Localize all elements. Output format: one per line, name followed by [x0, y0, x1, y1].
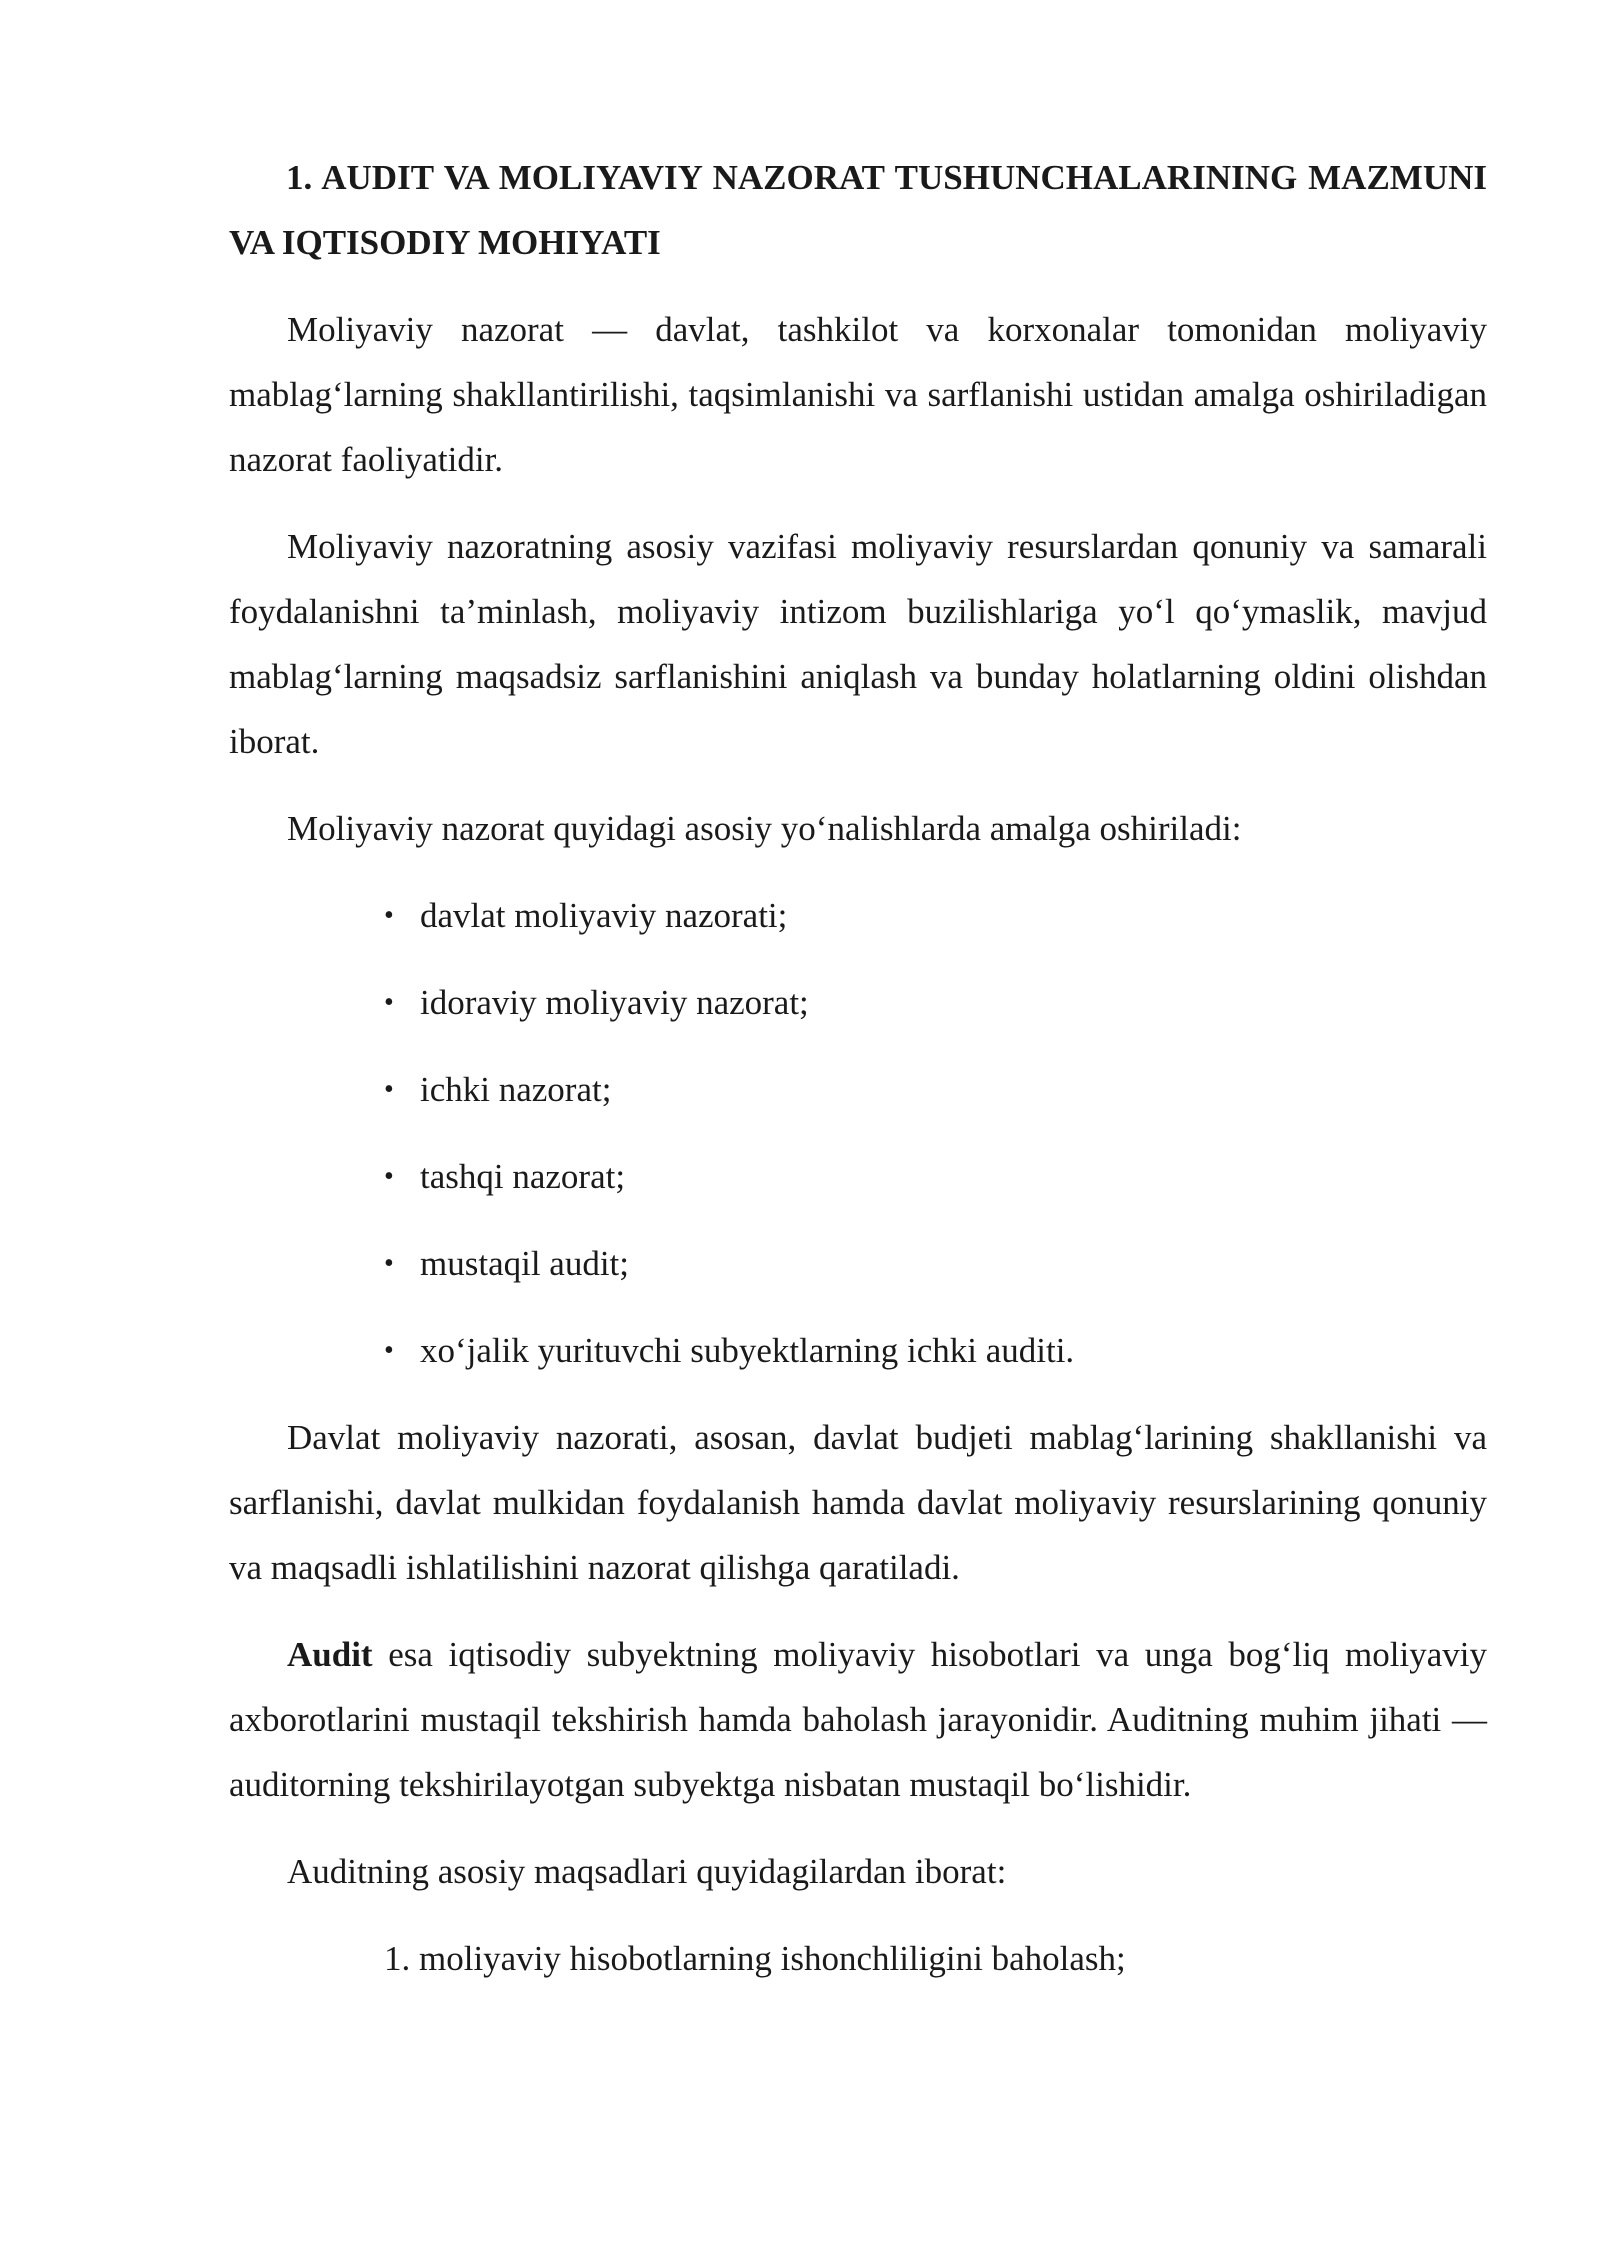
list-item-text: xo‘jalik yurituvchi subyektlarning ichki auditi. [420, 1331, 1075, 1370]
list-item [229, 1231, 1487, 1296]
bullet-icon: • [384, 1335, 394, 1366]
list-item: 1. moliyaviy hisobotlarning ishonchliligini baholash; [384, 1939, 1126, 1978]
paragraph-audit-definition [229, 1622, 1487, 1817]
bullet-icon: • [384, 1248, 394, 1279]
list-item-text: tashqi nazorat; [420, 1157, 626, 1196]
bullet-icon: • [384, 900, 394, 931]
list-item [229, 1318, 1487, 1383]
list-item [229, 1144, 1487, 1209]
bullet-icon: • [384, 987, 394, 1018]
list-item-text: ichki nazorat; [420, 1070, 612, 1109]
paragraph-audit-goals-intro: Auditning asosiy maqsadlari quyidagilardan iborat: [287, 1852, 1007, 1891]
paragraph-state-financial-control: Davlat moliyaviy nazorati, asosan, davlat budjeti mablag‘larining shakllanishi va sarflanishi, davlat mulkidan foydalanish hamda davlat moliyaviy resurslarining qonuniy va maqsadli ishlatilishini nazorat qilishga qaratiladi. [229, 1418, 1487, 1587]
audit-definition-text: esa iqtisodiy subyektning moliyaviy hisobotlari va unga bog‘liq moliyaviy axborotlarini mustaqil tekshirish hamda baholash jarayonidir. Auditning muhim jihati — auditorning tekshirilayotgan subyektga nisbatan mustaqil bo‘lishidir. [229, 1635, 1487, 1804]
list-item-text: idoraviy moliyaviy nazorat; [420, 983, 809, 1022]
bullet-icon: • [384, 1074, 394, 1105]
document-page [229, 145, 1487, 1991]
list-item-text: davlat moliyaviy nazorati; [420, 896, 788, 935]
list-item [229, 970, 1487, 1035]
paragraph-directions-intro: Moliyaviy nazorat quyidagi asosiy yo‘nalishlarda amalga oshiriladi: [287, 809, 1242, 848]
control-directions-list [229, 883, 1487, 1383]
list-item [229, 883, 1487, 948]
list-item-text: mustaqil audit; [420, 1244, 630, 1283]
list-item [229, 1057, 1487, 1122]
section-heading: 1. AUDIT VA MOLIYAVIY NAZORAT TUSHUNCHALARINING MAZMUNI VA IQTISODIY MOHIYATI [229, 158, 1487, 262]
audit-goals-list [229, 1926, 1487, 1991]
audit-term: Audit [287, 1635, 373, 1674]
paragraph-financial-control-definition: Moliyaviy nazorat — davlat, tashkilot va korxonalar tomonidan moliyaviy mablag‘larning shakllantirilishi, taqsimlanishi va sarflanishi ustidan amalga oshiriladigan nazorat faoliyatidir. [229, 310, 1487, 479]
bullet-icon: • [384, 1161, 394, 1192]
paragraph-financial-control-tasks: Moliyaviy nazoratning asosiy vazifasi moliyaviy resurslardan qonuniy va samarali foydalanishni ta’minlash, moliyaviy intizom buzilishlariga yo‘l qo‘ymaslik, mavjud mablag‘larning maqsadsiz sarflanishini aniqlash va bunday holatlarning oldini olishdan iborat. [229, 527, 1487, 761]
